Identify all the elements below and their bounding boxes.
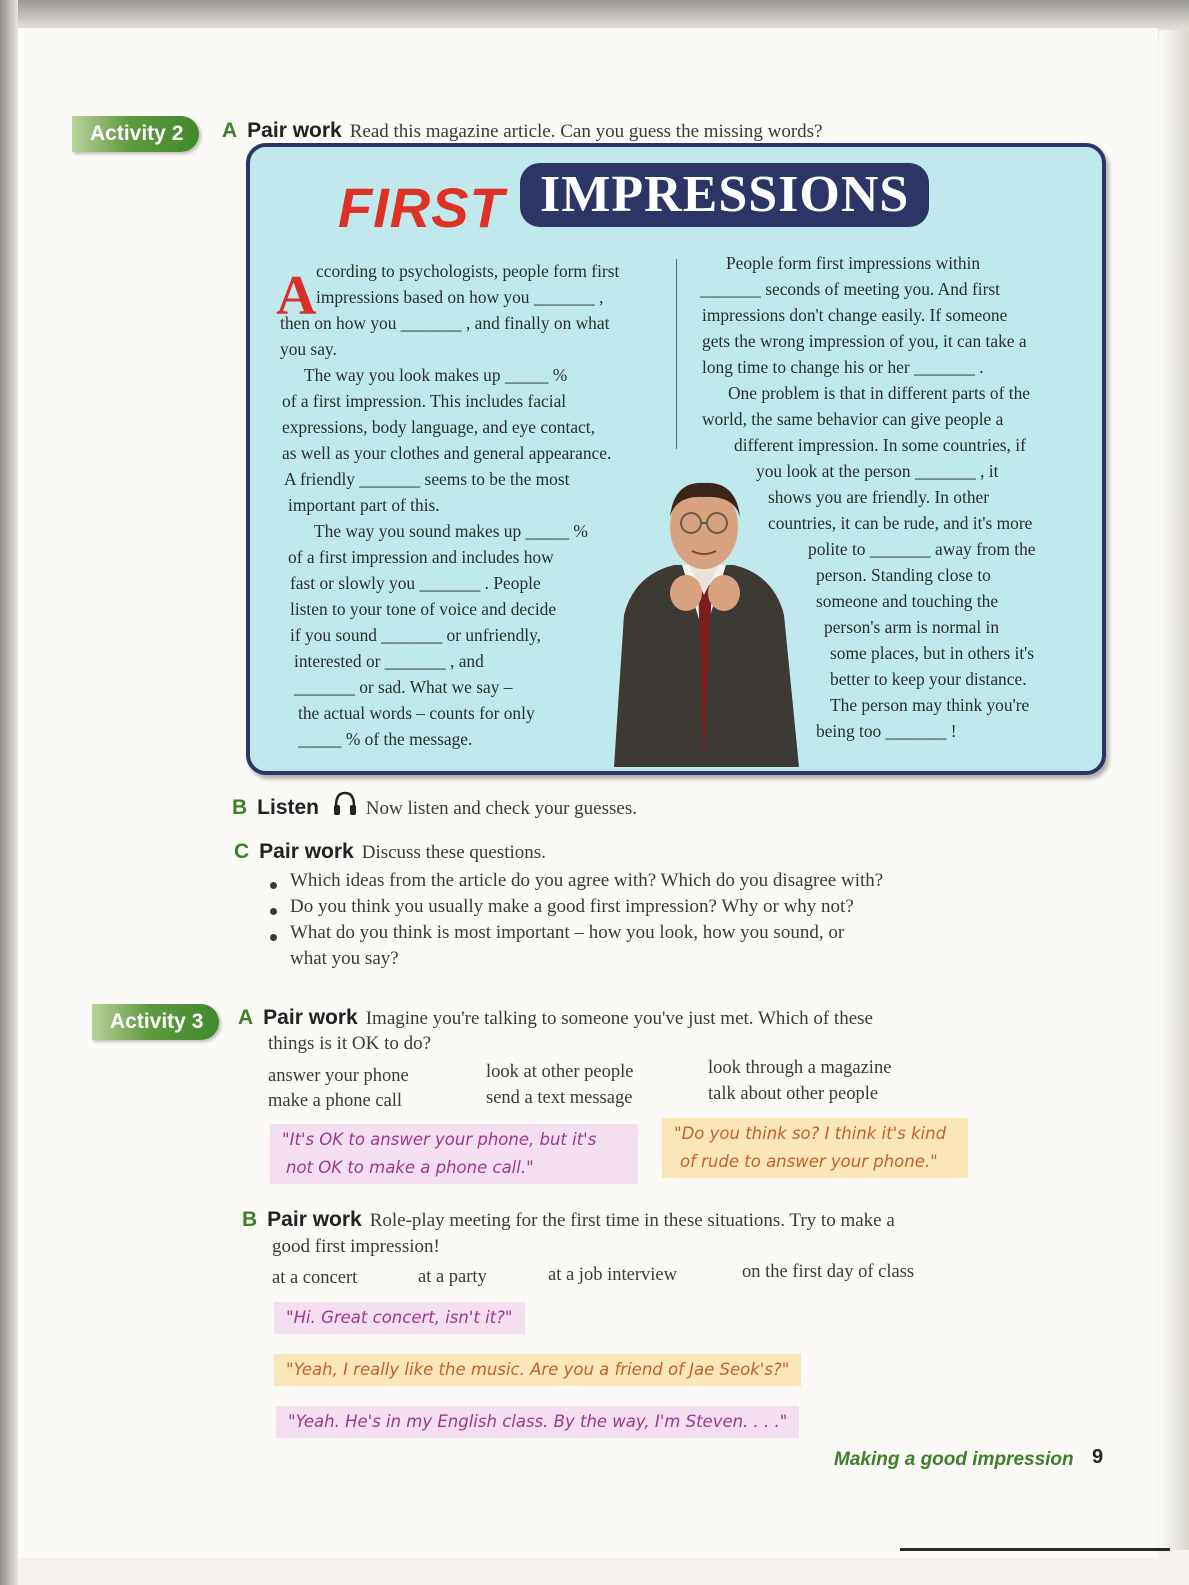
article-text-line: you look at the person _______ , it — [756, 461, 999, 481]
pair-work-label: Pair work — [267, 1208, 362, 1231]
bubble-line: not OK to make a phone call." — [286, 1158, 534, 1177]
article-text-line: person's arm is normal in — [824, 617, 1000, 637]
activity-2-tab: Activity 2 — [72, 116, 199, 152]
article-text-line: _____ % of the message. — [298, 729, 473, 749]
activity-2a-instruction — [222, 119, 823, 143]
situation-item: at a job interview — [548, 1265, 677, 1285]
bullet-icon — [270, 908, 277, 915]
activity-3-tab: Activity 3 — [92, 1004, 219, 1040]
phrase-item: look at other people — [486, 1062, 634, 1082]
question-2: Do you think you usually make a good first impression? Why or why not? — [290, 896, 854, 917]
article-text-line: fast or slowly you _______ . People — [290, 573, 541, 593]
article-text-line: A friendly _______ seems to be the most — [284, 469, 570, 489]
bullet-icon — [270, 882, 277, 889]
headphones-icon — [332, 790, 358, 818]
article-text-line: better to keep your distance. — [830, 669, 1027, 689]
instruction-text: Role-play meeting for the first time in these situations. Try to make a — [369, 1210, 895, 1231]
activity-3a-instruction-continued: things is it OK to do? — [268, 1033, 432, 1054]
man-adjusting-tie-illustration — [594, 465, 814, 767]
question-3: What do you think is most important – how you look, how you sound, or — [290, 922, 845, 943]
section-letter: C — [234, 840, 250, 863]
question-3-continued: what you say? — [290, 948, 399, 969]
article-text-line: shows you are friendly. In other — [768, 487, 990, 507]
article-text-line: expressions, body language, and eye contact, — [282, 417, 595, 437]
instruction-text: Imagine you're talking to someone you've just met. Which of these — [365, 1008, 873, 1029]
article-text-line: gets the wrong impression of you, it can take a — [702, 331, 1027, 351]
page-bottom-rule — [900, 1548, 1170, 1551]
article-title-first: FIRST — [338, 176, 505, 239]
article-text-line: being too _______ ! — [816, 721, 957, 741]
article-text-line: of a first impression. This includes facial — [282, 391, 567, 411]
article-text-line: different impression. In some countries, if — [734, 435, 1026, 455]
pair-work-label: Pair work — [247, 119, 342, 142]
article-text-line: someone and touching the — [816, 591, 999, 611]
column-divider — [676, 259, 677, 449]
bubble-line: "It's OK to answer your phone, but it's — [282, 1130, 597, 1149]
unit-title-footer: Making a good impression — [834, 1449, 1074, 1470]
article-text-line: you say. — [280, 339, 337, 359]
article-text-line: ccording to psychologists, people form first — [316, 261, 620, 281]
article-text-line: important part of this. — [288, 495, 440, 515]
article-text-line: impressions based on how you _______ , — [316, 287, 604, 307]
situation-item: at a concert — [272, 1268, 358, 1288]
phrase-item: look through a magazine — [708, 1058, 892, 1078]
article-text-line: impressions don't change easily. If someone — [702, 305, 1008, 325]
article-text-line: long time to change his or her _______ . — [702, 357, 984, 377]
drop-cap: A — [276, 265, 317, 327]
article-text-line: some places, but in others it's — [830, 643, 1035, 663]
question-1: Which ideas from the article do you agree with? Which do you disagree with? — [290, 870, 884, 891]
pair-work-label: Pair work — [263, 1006, 358, 1029]
instruction-text: Now listen and check your guesses. — [365, 798, 637, 819]
article-text-line: as well as your clothes and general appearance. — [282, 443, 612, 463]
article-text-line: polite to _______ away from the — [808, 539, 1036, 559]
page-number: 9 — [1092, 1446, 1104, 1468]
section-letter: B — [232, 796, 248, 819]
article-text-line: The way you look makes up _____ % — [304, 365, 568, 385]
activity-2c-instruction — [234, 840, 546, 864]
article-text-line: _______ seconds of meeting you. And first — [700, 279, 1000, 299]
phrase-item: talk about other people — [708, 1084, 879, 1104]
article-text-line: The person may think you're — [830, 695, 1030, 715]
activity-3b-instruction — [242, 1208, 895, 1232]
article-text-line: if you sound _______ or unfriendly, — [290, 625, 542, 645]
phrase-item: answer your phone — [268, 1066, 409, 1086]
activity-3a-instruction — [238, 1006, 873, 1030]
dialog-line-2: "Yeah, I really like the music. Are you a friend of Jae Seok's?" — [274, 1354, 801, 1386]
activity-2b-instruction — [232, 790, 637, 820]
listen-label: Listen — [257, 796, 320, 819]
article-text-line: world, the same behavior can give people a — [702, 409, 1004, 429]
situation-item: on the first day of class — [742, 1262, 915, 1282]
article-text-line: the actual words – counts for only — [298, 703, 535, 723]
article-text-line: then on how you _______ , and finally on what — [280, 313, 610, 333]
bullet-icon — [270, 934, 277, 941]
page-binding-shadow — [0, 0, 18, 1585]
section-letter: A — [222, 119, 238, 142]
phrase-item: send a text message — [486, 1088, 633, 1108]
article-text-line: The way you sound makes up _____ % — [314, 521, 588, 541]
speech-bubble-1 — [270, 1124, 638, 1184]
activity-3b-instruction-continued: good first impression! — [272, 1236, 440, 1257]
bubble-line: "Do you think so? I think it's kind — [674, 1124, 947, 1143]
first-impressions-article — [246, 143, 1106, 775]
phrase-item: make a phone call — [268, 1091, 403, 1111]
page-right-edge — [1159, 30, 1189, 1550]
article-text-line: listen to your tone of voice and decide — [290, 599, 557, 619]
article-text-line: One problem is that in different parts of the — [728, 383, 1031, 403]
speech-bubble-2 — [662, 1118, 968, 1178]
article-text-line: person. Standing close to — [816, 565, 991, 585]
situation-item: at a party — [418, 1267, 487, 1287]
article-text-line: of a first impression and includes how — [288, 547, 554, 567]
dialog-line-3: "Yeah. He's in my English class. By the way, I'm Steven. . . ." — [276, 1406, 799, 1438]
instruction-text: Read this magazine article. Can you guess the missing words? — [349, 121, 823, 142]
article-text-line: interested or _______ , and — [294, 651, 484, 671]
dialog-line-1: "Hi. Great concert, isn't it?" — [274, 1302, 525, 1334]
article-text-line: _______ or sad. What we say – — [294, 677, 513, 697]
article-text-line: People form first impressions within — [726, 253, 981, 273]
section-letter: A — [238, 1006, 254, 1029]
article-text-line: countries, it can be rude, and it's more — [768, 513, 1033, 533]
article-title-impressions: IMPRESSIONS — [520, 163, 929, 227]
section-letter: B — [242, 1208, 258, 1231]
instruction-text: Discuss these questions. — [361, 842, 546, 863]
bubble-line: of rude to answer your phone." — [680, 1152, 938, 1171]
pair-work-label: Pair work — [259, 840, 354, 863]
